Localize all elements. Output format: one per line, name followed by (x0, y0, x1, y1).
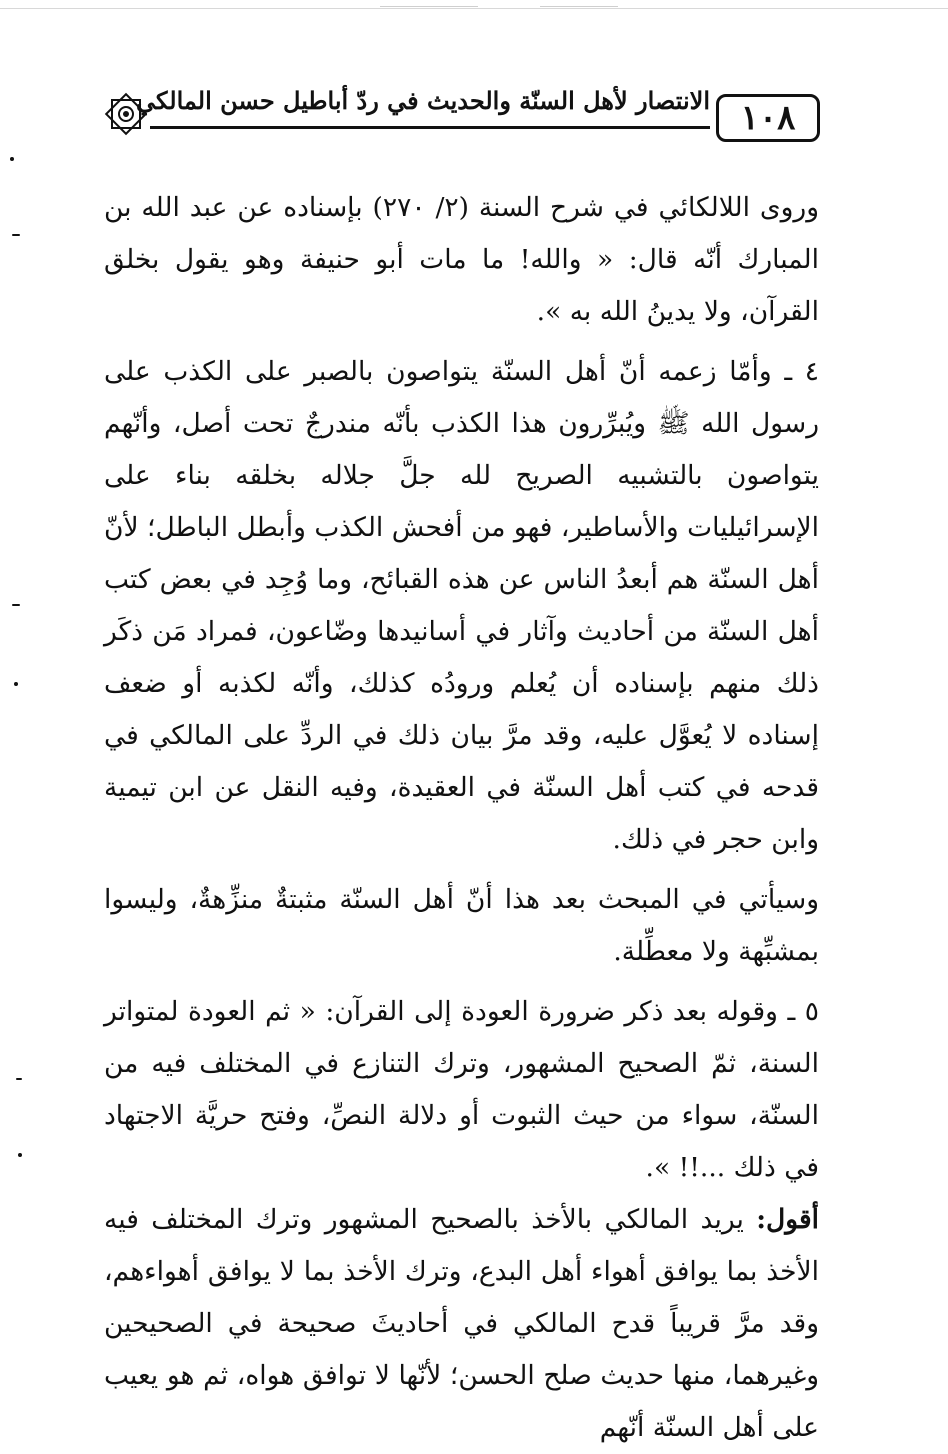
paragraph-text: يريد المالكي بالأخذ بالصحيح المشهور وترك المختلف فيه الأخذ بما يوافق أهواء أهل البدع، وترك الأخذ بما لا يوافق أهواءهم، وقد مرَّ قريباً قدح المالكي في أحاديثَ صحيحة في الصحيحين وغيرهما، منها حديث صلح الحسن؛ لأنّها لا توافق هواه، ثم هو يعيب على أهل السنّة أنّهم (104, 1204, 819, 1443)
page-body (104, 182, 819, 1454)
header-rule (150, 126, 710, 129)
paragraph: وسيأتي في المبحث بعد هذا أنّ أهل السنّة مثبتةٌ منزِّهةٌ، وليسوا بمشبِّهة ولا معطِّلة. (104, 884, 819, 967)
scan-mark (10, 157, 14, 161)
scan-mark (12, 234, 20, 236)
scan-mark (14, 682, 18, 686)
page-header (100, 80, 820, 152)
paragraph (104, 1194, 819, 1454)
paragraph: ٥ ـ وقوله بعد ذكر ضرورة العودة إلى القرآن: « ثم العودة لمتواتر السنة، ثمّ الصحيح المشهور، وترك التنازع في المختلف فيه من السنّة، سواء من حيث الثبوت أو دلالة النصِّ، وفتح حريَّة الاجتهاد في ذلك ...!! ». (104, 996, 819, 1183)
scan-edge-line (380, 6, 478, 7)
scan-edge-line (540, 6, 618, 7)
scan-mark (16, 1078, 22, 1080)
running-title: الانتصار لأهل السنّة والحديث في ردّ أباطيل حسن المالكي (136, 86, 710, 115)
scan-mark (18, 1153, 22, 1157)
page-number: ١٠٨ (716, 94, 820, 142)
paragraph: ٤ ـ وأمّا زعمه أنّ أهل السنّة يتواصون بالصبر على الكذب على رسول الله ﷺ ويُبرِّرون هذا الكذب بأنّه مندرجٌ تحت أصل، وأنّهم يتواصون بالتشبيه الصريح لله جلَّ جلاله بخلقه بناء على الإسرائيليات والأساطير، فهو من أفحش الكذب وأبطل الباطل؛ لأنّ أهل السنّة هم أبعدُ الناس عن هذه القبائح، وما وُجِد في بعض كتب أهل السنّة من أحاديث وآثار في أسانيدها وضّاعون، فمراد مَن ذكَر ذلك منهم بإسناده أن يُعلم ورودُه كذلك، وأنّه لكذبه أو ضعف إسناده لا يُعوَّل عليه، وقد مرَّ بيان ذلك في الردِّ على المالكي في قدحه في كتب أهل السنّة في العقيدة، وفيه النقل عن ابن تيمية وابن حجر في ذلك. (104, 356, 819, 855)
paragraph-lead: أقول: (756, 1204, 819, 1235)
scan-mark (12, 604, 20, 606)
paragraph: وروى اللالكائي في شرح السنة (٢/ ٢٧٠) بإسناده عن عبد الله بن المبارك أنّه قال: « والله! ما مات أبو حنيفة وهو يقول بخلق القرآن، ولا يدينُ الله به ». (104, 192, 819, 327)
scan-edge-line (0, 8, 948, 9)
